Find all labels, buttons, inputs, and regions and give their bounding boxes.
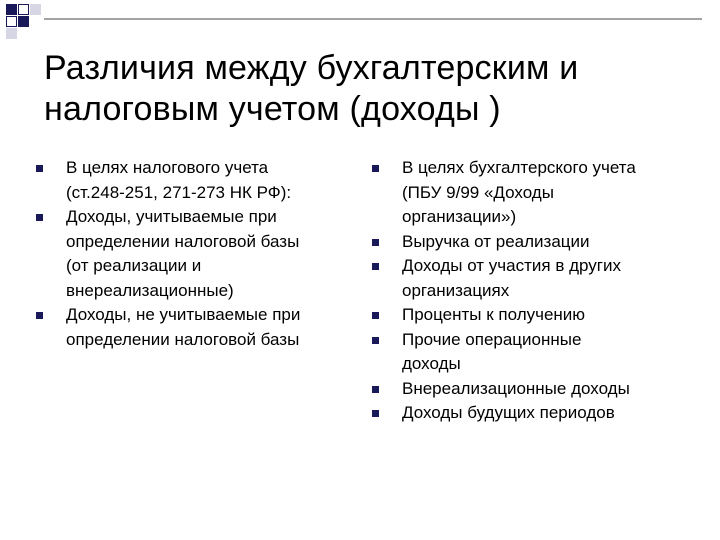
list-item-line: определении налоговой базы [66,329,300,349]
square-bullet-icon [372,337,379,344]
square-bullet-icon [36,214,43,221]
list-item [36,205,366,303]
corner-square-light [6,28,17,39]
list-item [372,254,702,303]
title-rule [44,18,702,20]
list-item-line: организациях [402,280,510,300]
corner-square-filled [6,4,17,15]
list-item [372,401,702,426]
square-bullet-icon [372,386,379,393]
list-item [36,156,366,205]
slide-title-line-2: налоговым учетом (доходы ) [44,90,501,128]
list-item [372,230,702,255]
list-item-line: Прочие операционные [402,329,582,349]
square-bullet-icon [372,239,379,246]
corner-squares-decoration [6,4,46,36]
slide-title [44,48,704,130]
list-item [372,156,702,230]
list-item-line: В целях налогового учета [66,158,269,177]
square-bullet-icon [372,165,379,172]
list-item [372,377,702,402]
tax-accounting-list [36,156,366,352]
corner-square-outline [6,16,17,27]
list-item-line: Проценты к получению [402,305,586,324]
corner-square-outline [18,4,29,15]
list-item-line: доходы [402,354,461,373]
list-item-line: организации») [402,207,517,226]
square-bullet-icon [372,312,379,319]
list-item-line: Доходы будущих периодов [402,403,615,422]
square-bullet-icon [36,312,43,319]
square-bullet-icon [36,165,43,172]
list-item [372,303,702,328]
list-item-line: Доходы, не учитываемые при [66,305,301,324]
list-item-line: (ст.248-251, 271-273 НК РФ): [66,182,292,202]
accounting-list [372,156,702,426]
list-item [372,328,702,377]
list-item-line: В целях бухгалтерского учета [402,158,636,177]
corner-square-light [30,4,41,15]
square-bullet-icon [372,410,379,417]
slide-title-line-1: Различия между бухгалтерским и [44,49,579,87]
corner-square-filled [18,16,29,27]
square-bullet-icon [372,263,379,270]
list-item-line: определении налоговой базы [66,231,300,251]
list-item [36,303,366,352]
list-item-line: Выручка от реализации [402,231,590,251]
list-item-line: внереализационные) [66,280,234,300]
list-item-line: (от реализации и [66,256,202,275]
list-item-line: Внереализационные доходы [402,378,630,398]
list-item-line: Доходы от участия в других [402,256,621,275]
list-item-line: (ПБУ 9/99 «Доходы [402,182,554,202]
list-item-line: Доходы, учитываемые при [66,207,277,226]
